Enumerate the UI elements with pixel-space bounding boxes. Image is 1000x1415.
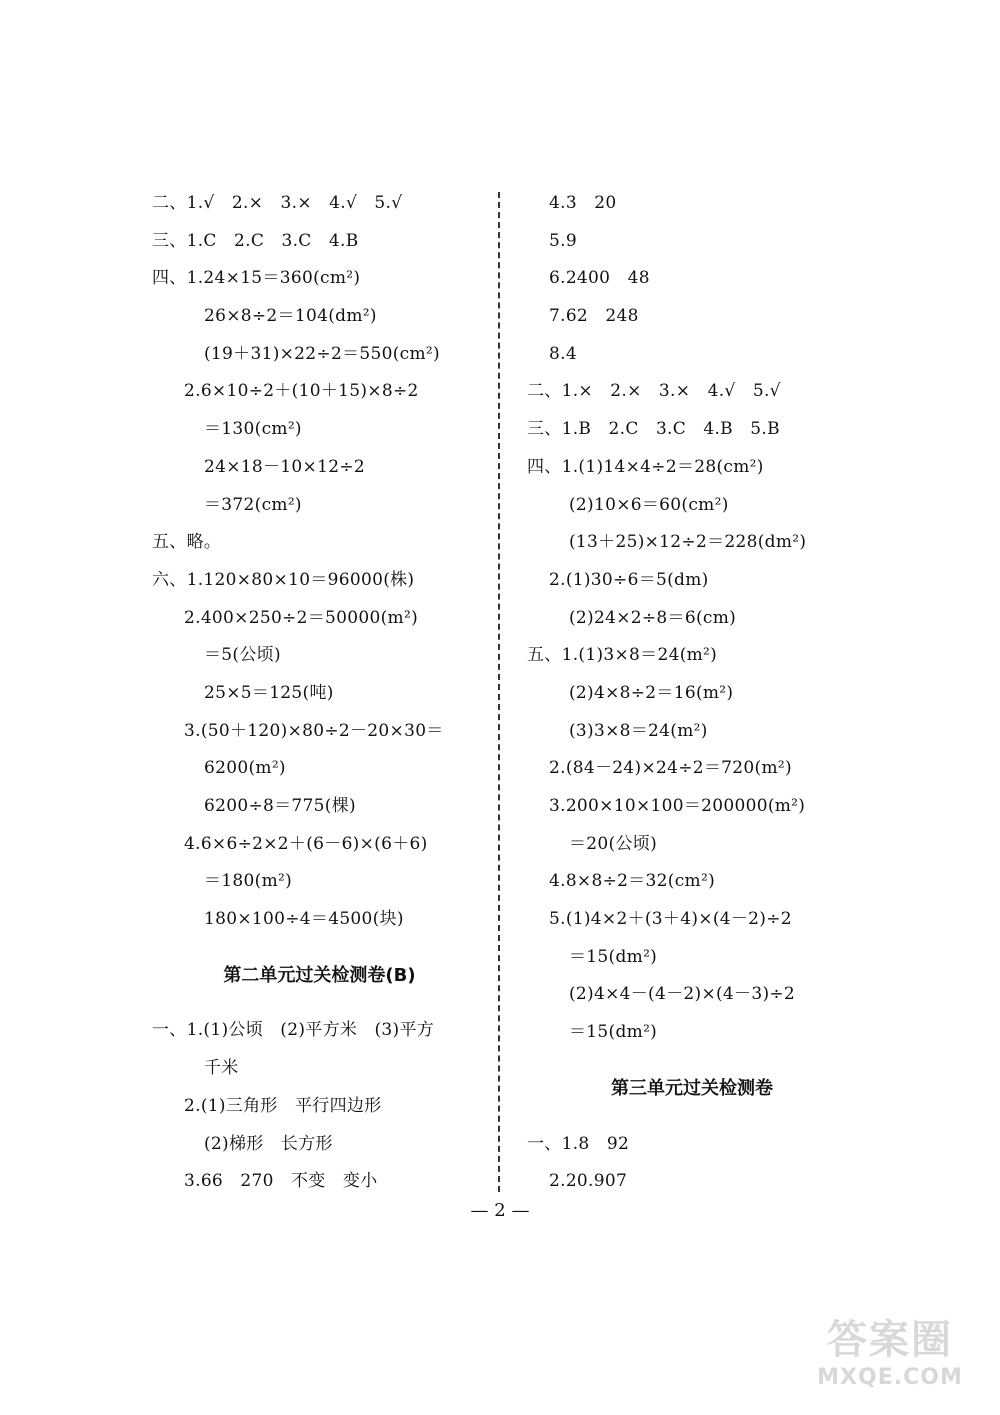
- answer-line: 2.6×10÷2＋(10＋15)×8÷2: [184, 381, 419, 402]
- left-answer-lines: [152, 185, 487, 939]
- answer-line: 24×18－10×12÷2: [204, 456, 365, 477]
- answer-line: (13＋25)×12÷2＝228(dm²): [569, 532, 807, 553]
- answer-line: 4.3 20: [549, 193, 617, 213]
- answer-line: (2)梯形 长方形: [204, 1133, 333, 1154]
- page-number: — 2 —: [470, 1200, 530, 1221]
- answer-line: 一、1.8 92: [527, 1133, 630, 1154]
- right-answer-lines: [527, 185, 857, 1052]
- answer-line: ＝372(cm²): [204, 494, 302, 515]
- answer-line: 3.200×10×100＝200000(m²): [549, 796, 806, 816]
- section-gap: [527, 1052, 857, 1070]
- answer-line: 6.2400 48: [549, 268, 650, 289]
- section-heading-unit3: 第三单元过关检测卷: [611, 1077, 773, 1099]
- answer-line: 二、1.× 2.× 3.× 4.√ 5.√: [527, 381, 781, 402]
- answer-line: ＝5(公顷): [204, 645, 281, 666]
- answer-line: 180×100÷4＝4500(块): [204, 909, 404, 930]
- answer-line: (19＋31)×22÷2＝550(cm²): [204, 343, 440, 364]
- answer-line: ＝15(dm²): [569, 946, 658, 967]
- answer-line: 25×5＝125(吨): [204, 682, 334, 703]
- answer-line: 五、1.(1)3×8＝24(m²): [527, 645, 718, 666]
- answer-line: 6200(m²): [204, 758, 286, 779]
- answer-line: 五、略。: [152, 532, 222, 553]
- section-gap: [527, 1108, 857, 1126]
- answer-line: ＝15(dm²): [569, 1022, 658, 1043]
- answer-line: 8.4: [549, 343, 577, 364]
- column-divider: [498, 192, 500, 1192]
- watermark-logo: [810, 1315, 970, 1405]
- answer-line: (2)4×4－(4－2)×(4－3)÷2: [569, 984, 796, 1005]
- answer-line: 四、1.(1)14×4÷2＝28(cm²): [527, 456, 764, 477]
- section-heading-unit2b: 第二单元过关检测卷(B): [223, 964, 416, 986]
- answer-line: 2.(84－24)×24÷2＝720(m²): [549, 758, 792, 779]
- answer-line: 6200÷8＝775(棵): [204, 796, 356, 816]
- answer-line: 26×8÷2＝104(dm²): [204, 306, 377, 327]
- answer-line: 4.6×6÷2×2＋(6－6)×(6＋6): [184, 833, 428, 854]
- answer-line: 4.8×8÷2＝32(cm²): [549, 871, 716, 892]
- answer-line: 一、1.(1)公顷 (2)平方米 (3)平方: [152, 1020, 435, 1041]
- answer-line: 3.66 270 不变 变小: [184, 1171, 378, 1192]
- answer-line: ＝130(cm²): [204, 419, 302, 440]
- answer-line: ＝20(公顷): [569, 833, 657, 854]
- answer-line: 四、1.24×15＝360(cm²): [152, 268, 361, 289]
- answer-line: (2)24×2÷8＝6(cm): [569, 607, 737, 628]
- answer-line: (2)10×6＝60(cm²): [569, 494, 729, 515]
- right-column: [527, 185, 857, 1201]
- answer-line: 5.(1)4×2＋(3＋4)×(4－2)÷2: [549, 909, 792, 930]
- section-gap: [152, 994, 487, 1012]
- answer-line: 三、1.B 2.C 3.C 4.B 5.B: [527, 419, 780, 440]
- section-gap: [152, 939, 487, 957]
- answer-line: 2.(1)30÷6＝5(dm): [549, 569, 709, 590]
- answer-line: 2.(1)三角形 平行四边形: [184, 1095, 382, 1116]
- answer-line: 千米: [204, 1058, 239, 1079]
- answer-line: ＝180(m²): [204, 871, 293, 892]
- watermark-text-top: 答案圈: [827, 1317, 953, 1363]
- right-answer-lines-2: [527, 1126, 857, 1201]
- answer-line: 5.9: [549, 230, 577, 251]
- answer-line: 三、1.C 2.C 3.C 4.B: [152, 230, 359, 251]
- answer-line: 7.62 248: [549, 306, 639, 327]
- answer-line: (2)4×8÷2＝16(m²): [569, 682, 734, 703]
- answer-line: 六、1.120×80×10＝96000(株): [152, 569, 415, 590]
- answer-line: 2.20.907: [549, 1171, 628, 1192]
- left-answer-lines-2: [152, 1012, 487, 1200]
- watermark-text-bottom: MXQE.COM: [817, 1365, 963, 1390]
- answer-line: 3.(50＋120)×80÷2－20×30＝: [184, 720, 444, 741]
- answer-line: 二、1.√ 2.× 3.× 4.√ 5.√: [152, 193, 403, 213]
- answer-line: (3)3×8＝24(m²): [569, 720, 708, 741]
- answer-line: 2.400×250÷2＝50000(m²): [184, 607, 418, 628]
- left-column: [152, 185, 487, 1201]
